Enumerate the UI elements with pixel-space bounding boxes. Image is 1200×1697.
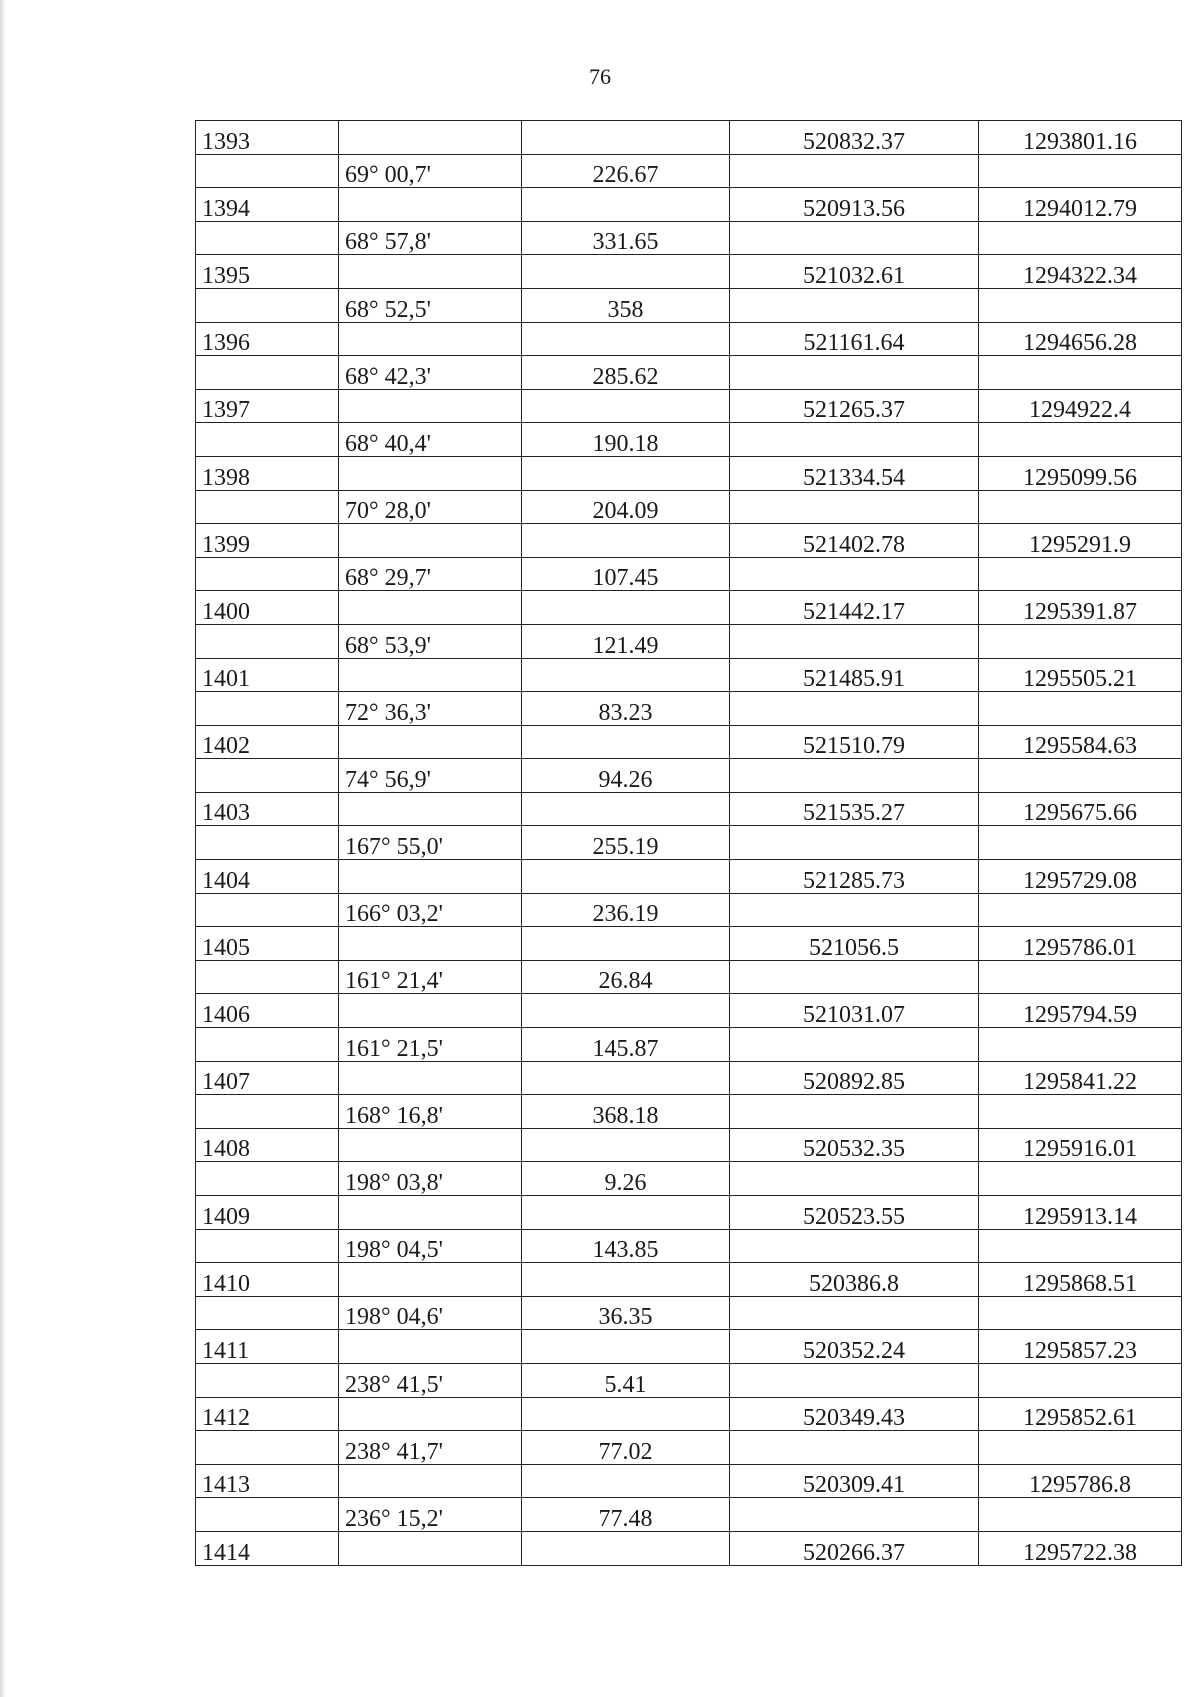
x-coordinate-cell: 521510.79 <box>730 725 979 759</box>
line-length-cell: 226.67 <box>522 154 730 188</box>
line-length-cell: 9.26 <box>522 1162 730 1196</box>
x-coordinate-cell: 521535.27 <box>730 792 979 826</box>
point-number-cell: 1393 <box>196 121 339 155</box>
line-length-cell <box>522 860 730 894</box>
direction-angle-cell: 74° 56,9' <box>339 759 522 793</box>
point-number-cell: 1406 <box>196 994 339 1028</box>
x-coordinate-cell <box>730 960 979 994</box>
y-coordinate-cell: 1295675.66 <box>979 792 1182 826</box>
direction-angle-cell: 68° 57,8' <box>339 221 522 255</box>
x-coordinate-cell: 520349.43 <box>730 1397 979 1431</box>
direction-angle-cell: 68° 42,3' <box>339 356 522 390</box>
x-coordinate-cell: 520386.8 <box>730 1263 979 1297</box>
table-row <box>196 1028 1182 1062</box>
y-coordinate-cell <box>979 356 1182 390</box>
direction-angle-cell <box>339 255 522 289</box>
x-coordinate-cell <box>730 893 979 927</box>
y-coordinate-cell: 1295841.22 <box>979 1061 1182 1095</box>
point-number-cell <box>196 624 339 658</box>
line-length-cell: 107.45 <box>522 557 730 591</box>
line-length-cell <box>522 792 730 826</box>
x-coordinate-cell: 520913.56 <box>730 188 979 222</box>
y-coordinate-cell <box>979 288 1182 322</box>
direction-angle-cell: 236° 15,2' <box>339 1498 522 1532</box>
y-coordinate-cell <box>979 1162 1182 1196</box>
line-length-cell: 77.48 <box>522 1498 730 1532</box>
table-row <box>196 423 1182 457</box>
scan-edge-shadow <box>0 0 6 1697</box>
y-coordinate-cell <box>979 1431 1182 1465</box>
direction-angle-cell <box>339 188 522 222</box>
direction-angle-cell: 72° 36,3' <box>339 692 522 726</box>
line-length-cell <box>522 725 730 759</box>
point-number-cell: 1396 <box>196 322 339 356</box>
line-length-cell: 26.84 <box>522 960 730 994</box>
table-row <box>196 1363 1182 1397</box>
y-coordinate-cell: 1294012.79 <box>979 188 1182 222</box>
x-coordinate-cell <box>730 692 979 726</box>
y-coordinate-cell: 1295913.14 <box>979 1196 1182 1230</box>
table-row <box>196 893 1182 927</box>
direction-angle-cell <box>339 591 522 625</box>
line-length-cell: 358 <box>522 288 730 322</box>
point-number-cell <box>196 1229 339 1263</box>
x-coordinate-cell <box>730 1296 979 1330</box>
line-length-cell <box>522 121 730 155</box>
x-coordinate-cell <box>730 759 979 793</box>
x-coordinate-cell: 520523.55 <box>730 1196 979 1230</box>
line-length-cell <box>522 1464 730 1498</box>
line-length-cell: 204.09 <box>522 490 730 524</box>
line-length-cell: 255.19 <box>522 826 730 860</box>
coordinates-table-body <box>196 121 1182 1566</box>
table-row <box>196 154 1182 188</box>
y-coordinate-cell <box>979 221 1182 255</box>
y-coordinate-cell <box>979 759 1182 793</box>
table-row <box>196 121 1182 155</box>
table-row <box>196 994 1182 1028</box>
y-coordinate-cell: 1295857.23 <box>979 1330 1182 1364</box>
line-length-cell: 5.41 <box>522 1363 730 1397</box>
table-row <box>196 322 1182 356</box>
direction-angle-cell: 168° 16,8' <box>339 1095 522 1129</box>
line-length-cell <box>522 1128 730 1162</box>
y-coordinate-cell: 1295786.8 <box>979 1464 1182 1498</box>
x-coordinate-cell: 521031.07 <box>730 994 979 1028</box>
x-coordinate-cell <box>730 154 979 188</box>
direction-angle-cell <box>339 456 522 490</box>
y-coordinate-cell: 1295291.9 <box>979 524 1182 558</box>
x-coordinate-cell <box>730 221 979 255</box>
point-number-cell: 1397 <box>196 389 339 423</box>
direction-angle-cell <box>339 524 522 558</box>
point-number-cell: 1399 <box>196 524 339 558</box>
direction-angle-cell <box>339 1061 522 1095</box>
y-coordinate-cell <box>979 960 1182 994</box>
table-row <box>196 1397 1182 1431</box>
y-coordinate-cell: 1295786.01 <box>979 927 1182 961</box>
point-number-cell: 1407 <box>196 1061 339 1095</box>
y-coordinate-cell <box>979 154 1182 188</box>
line-length-cell: 94.26 <box>522 759 730 793</box>
table-row <box>196 288 1182 322</box>
line-length-cell <box>522 927 730 961</box>
line-length-cell: 368.18 <box>522 1095 730 1129</box>
table-row <box>196 759 1182 793</box>
x-coordinate-cell <box>730 356 979 390</box>
y-coordinate-cell <box>979 557 1182 591</box>
y-coordinate-cell <box>979 1028 1182 1062</box>
x-coordinate-cell: 521265.37 <box>730 389 979 423</box>
point-number-cell: 1413 <box>196 1464 339 1498</box>
line-length-cell <box>522 524 730 558</box>
y-coordinate-cell <box>979 1296 1182 1330</box>
table-row <box>196 1464 1182 1498</box>
point-number-cell <box>196 759 339 793</box>
direction-angle-cell: 69° 00,7' <box>339 154 522 188</box>
point-number-cell <box>196 1028 339 1062</box>
x-coordinate-cell <box>730 1431 979 1465</box>
y-coordinate-cell: 1295722.38 <box>979 1531 1182 1565</box>
x-coordinate-cell: 520532.35 <box>730 1128 979 1162</box>
line-length-cell <box>522 1531 730 1565</box>
point-number-cell: 1408 <box>196 1128 339 1162</box>
point-number-cell <box>196 154 339 188</box>
direction-angle-cell: 198° 04,5' <box>339 1229 522 1263</box>
line-length-cell: 83.23 <box>522 692 730 726</box>
y-coordinate-cell <box>979 1363 1182 1397</box>
table-row <box>196 1061 1182 1095</box>
point-number-cell: 1401 <box>196 658 339 692</box>
direction-angle-cell: 198° 04,6' <box>339 1296 522 1330</box>
line-length-cell: 190.18 <box>522 423 730 457</box>
point-number-cell <box>196 356 339 390</box>
direction-angle-cell <box>339 1330 522 1364</box>
point-number-cell: 1411 <box>196 1330 339 1364</box>
point-number-cell <box>196 1162 339 1196</box>
x-coordinate-cell: 521334.54 <box>730 456 979 490</box>
point-number-cell <box>196 826 339 860</box>
table-row <box>196 1128 1182 1162</box>
direction-angle-cell <box>339 792 522 826</box>
direction-angle-cell: 161° 21,4' <box>339 960 522 994</box>
y-coordinate-cell <box>979 423 1182 457</box>
x-coordinate-cell <box>730 1498 979 1532</box>
point-number-cell: 1394 <box>196 188 339 222</box>
x-coordinate-cell <box>730 1028 979 1062</box>
x-coordinate-cell: 521056.5 <box>730 927 979 961</box>
point-number-cell <box>196 221 339 255</box>
direction-angle-cell: 68° 29,7' <box>339 557 522 591</box>
x-coordinate-cell <box>730 1095 979 1129</box>
point-number-cell: 1398 <box>196 456 339 490</box>
line-length-cell <box>522 322 730 356</box>
y-coordinate-cell <box>979 826 1182 860</box>
direction-angle-cell <box>339 389 522 423</box>
x-coordinate-cell: 520309.41 <box>730 1464 979 1498</box>
table-row <box>196 658 1182 692</box>
y-coordinate-cell <box>979 1498 1182 1532</box>
line-length-cell <box>522 389 730 423</box>
point-number-cell <box>196 288 339 322</box>
point-number-cell <box>196 557 339 591</box>
table-row <box>196 960 1182 994</box>
point-number-cell <box>196 1498 339 1532</box>
table-row <box>196 624 1182 658</box>
point-number-cell <box>196 1296 339 1330</box>
direction-angle-cell: 167° 55,0' <box>339 826 522 860</box>
table-row <box>196 1498 1182 1532</box>
x-coordinate-cell: 520832.37 <box>730 121 979 155</box>
x-coordinate-cell <box>730 288 979 322</box>
y-coordinate-cell <box>979 1095 1182 1129</box>
x-coordinate-cell <box>730 423 979 457</box>
y-coordinate-cell <box>979 893 1182 927</box>
line-length-cell: 331.65 <box>522 221 730 255</box>
table-row <box>196 490 1182 524</box>
x-coordinate-cell <box>730 557 979 591</box>
y-coordinate-cell: 1295794.59 <box>979 994 1182 1028</box>
table-row <box>196 591 1182 625</box>
table-row <box>196 557 1182 591</box>
point-number-cell: 1412 <box>196 1397 339 1431</box>
direction-angle-cell: 70° 28,0' <box>339 490 522 524</box>
direction-angle-cell <box>339 1263 522 1297</box>
table-row <box>196 792 1182 826</box>
line-length-cell: 236.19 <box>522 893 730 927</box>
line-length-cell <box>522 658 730 692</box>
x-coordinate-cell: 520352.24 <box>730 1330 979 1364</box>
x-coordinate-cell <box>730 1229 979 1263</box>
y-coordinate-cell: 1295584.63 <box>979 725 1182 759</box>
x-coordinate-cell <box>730 624 979 658</box>
direction-angle-cell <box>339 121 522 155</box>
y-coordinate-cell: 1295729.08 <box>979 860 1182 894</box>
table-row <box>196 356 1182 390</box>
direction-angle-cell <box>339 658 522 692</box>
table-row <box>196 725 1182 759</box>
point-number-cell <box>196 893 339 927</box>
table-row <box>196 188 1182 222</box>
line-length-cell <box>522 1196 730 1230</box>
y-coordinate-cell: 1295916.01 <box>979 1128 1182 1162</box>
y-coordinate-cell: 1295391.87 <box>979 591 1182 625</box>
point-number-cell <box>196 692 339 726</box>
direction-angle-cell <box>339 1128 522 1162</box>
y-coordinate-cell: 1294322.34 <box>979 255 1182 289</box>
direction-angle-cell <box>339 1531 522 1565</box>
point-number-cell <box>196 1095 339 1129</box>
line-length-cell: 36.35 <box>522 1296 730 1330</box>
line-length-cell <box>522 1061 730 1095</box>
line-length-cell <box>522 994 730 1028</box>
direction-angle-cell <box>339 994 522 1028</box>
direction-angle-cell: 166° 03,2' <box>339 893 522 927</box>
point-number-cell: 1410 <box>196 1263 339 1297</box>
line-length-cell <box>522 456 730 490</box>
point-number-cell: 1402 <box>196 725 339 759</box>
line-length-cell: 77.02 <box>522 1431 730 1465</box>
direction-angle-cell <box>339 1397 522 1431</box>
x-coordinate-cell: 521032.61 <box>730 255 979 289</box>
table-row <box>196 1431 1182 1465</box>
x-coordinate-cell: 521402.78 <box>730 524 979 558</box>
line-length-cell <box>522 1397 730 1431</box>
point-number-cell <box>196 1431 339 1465</box>
y-coordinate-cell: 1295505.21 <box>979 658 1182 692</box>
point-number-cell <box>196 490 339 524</box>
x-coordinate-cell: 521485.91 <box>730 658 979 692</box>
direction-angle-cell: 68° 53,9' <box>339 624 522 658</box>
line-length-cell: 285.62 <box>522 356 730 390</box>
x-coordinate-cell <box>730 490 979 524</box>
table-row <box>196 1263 1182 1297</box>
table-row <box>196 1229 1182 1263</box>
point-number-cell: 1405 <box>196 927 339 961</box>
point-number-cell: 1395 <box>196 255 339 289</box>
line-length-cell <box>522 188 730 222</box>
table-row <box>196 1296 1182 1330</box>
point-number-cell: 1409 <box>196 1196 339 1230</box>
table-row <box>196 692 1182 726</box>
table-row <box>196 860 1182 894</box>
direction-angle-cell: 161° 21,5' <box>339 1028 522 1062</box>
x-coordinate-cell <box>730 1363 979 1397</box>
table-row <box>196 456 1182 490</box>
point-number-cell: 1400 <box>196 591 339 625</box>
y-coordinate-cell <box>979 1229 1182 1263</box>
line-length-cell: 143.85 <box>522 1229 730 1263</box>
table-row <box>196 524 1182 558</box>
x-coordinate-cell: 520892.85 <box>730 1061 979 1095</box>
table-row <box>196 1095 1182 1129</box>
page-number: 76 <box>589 64 611 89</box>
line-length-cell: 121.49 <box>522 624 730 658</box>
table-row <box>196 826 1182 860</box>
point-number-cell: 1414 <box>196 1531 339 1565</box>
x-coordinate-cell: 521161.64 <box>730 322 979 356</box>
y-coordinate-cell <box>979 490 1182 524</box>
x-coordinate-cell <box>730 826 979 860</box>
direction-angle-cell: 238° 41,5' <box>339 1363 522 1397</box>
direction-angle-cell <box>339 1464 522 1498</box>
table-row <box>196 389 1182 423</box>
table-row <box>196 221 1182 255</box>
direction-angle-cell: 238° 41,7' <box>339 1431 522 1465</box>
line-length-cell <box>522 255 730 289</box>
y-coordinate-cell <box>979 624 1182 658</box>
y-coordinate-cell: 1295868.51 <box>979 1263 1182 1297</box>
line-length-cell <box>522 1330 730 1364</box>
direction-angle-cell <box>339 860 522 894</box>
point-number-cell <box>196 423 339 457</box>
direction-angle-cell: 68° 40,4' <box>339 423 522 457</box>
y-coordinate-cell: 1294922.4 <box>979 389 1182 423</box>
direction-angle-cell <box>339 927 522 961</box>
line-length-cell <box>522 591 730 625</box>
point-number-cell <box>196 1363 339 1397</box>
line-length-cell: 145.87 <box>522 1028 730 1062</box>
line-length-cell <box>522 1263 730 1297</box>
table-row <box>196 927 1182 961</box>
point-number-cell: 1403 <box>196 792 339 826</box>
table-row <box>196 1330 1182 1364</box>
table-row <box>196 1162 1182 1196</box>
table-row <box>196 1531 1182 1565</box>
y-coordinate-cell: 1293801.16 <box>979 121 1182 155</box>
point-number-cell <box>196 960 339 994</box>
direction-angle-cell <box>339 725 522 759</box>
direction-angle-cell: 68° 52,5' <box>339 288 522 322</box>
point-number-cell: 1404 <box>196 860 339 894</box>
x-coordinate-cell: 520266.37 <box>730 1531 979 1565</box>
y-coordinate-cell: 1294656.28 <box>979 322 1182 356</box>
coordinates-table <box>195 120 1182 1566</box>
x-coordinate-cell <box>730 1162 979 1196</box>
y-coordinate-cell <box>979 692 1182 726</box>
table-row <box>196 1196 1182 1230</box>
table-row <box>196 255 1182 289</box>
direction-angle-cell <box>339 322 522 356</box>
x-coordinate-cell: 521285.73 <box>730 860 979 894</box>
x-coordinate-cell: 521442.17 <box>730 591 979 625</box>
y-coordinate-cell: 1295099.56 <box>979 456 1182 490</box>
direction-angle-cell <box>339 1196 522 1230</box>
direction-angle-cell: 198° 03,8' <box>339 1162 522 1196</box>
y-coordinate-cell: 1295852.61 <box>979 1397 1182 1431</box>
